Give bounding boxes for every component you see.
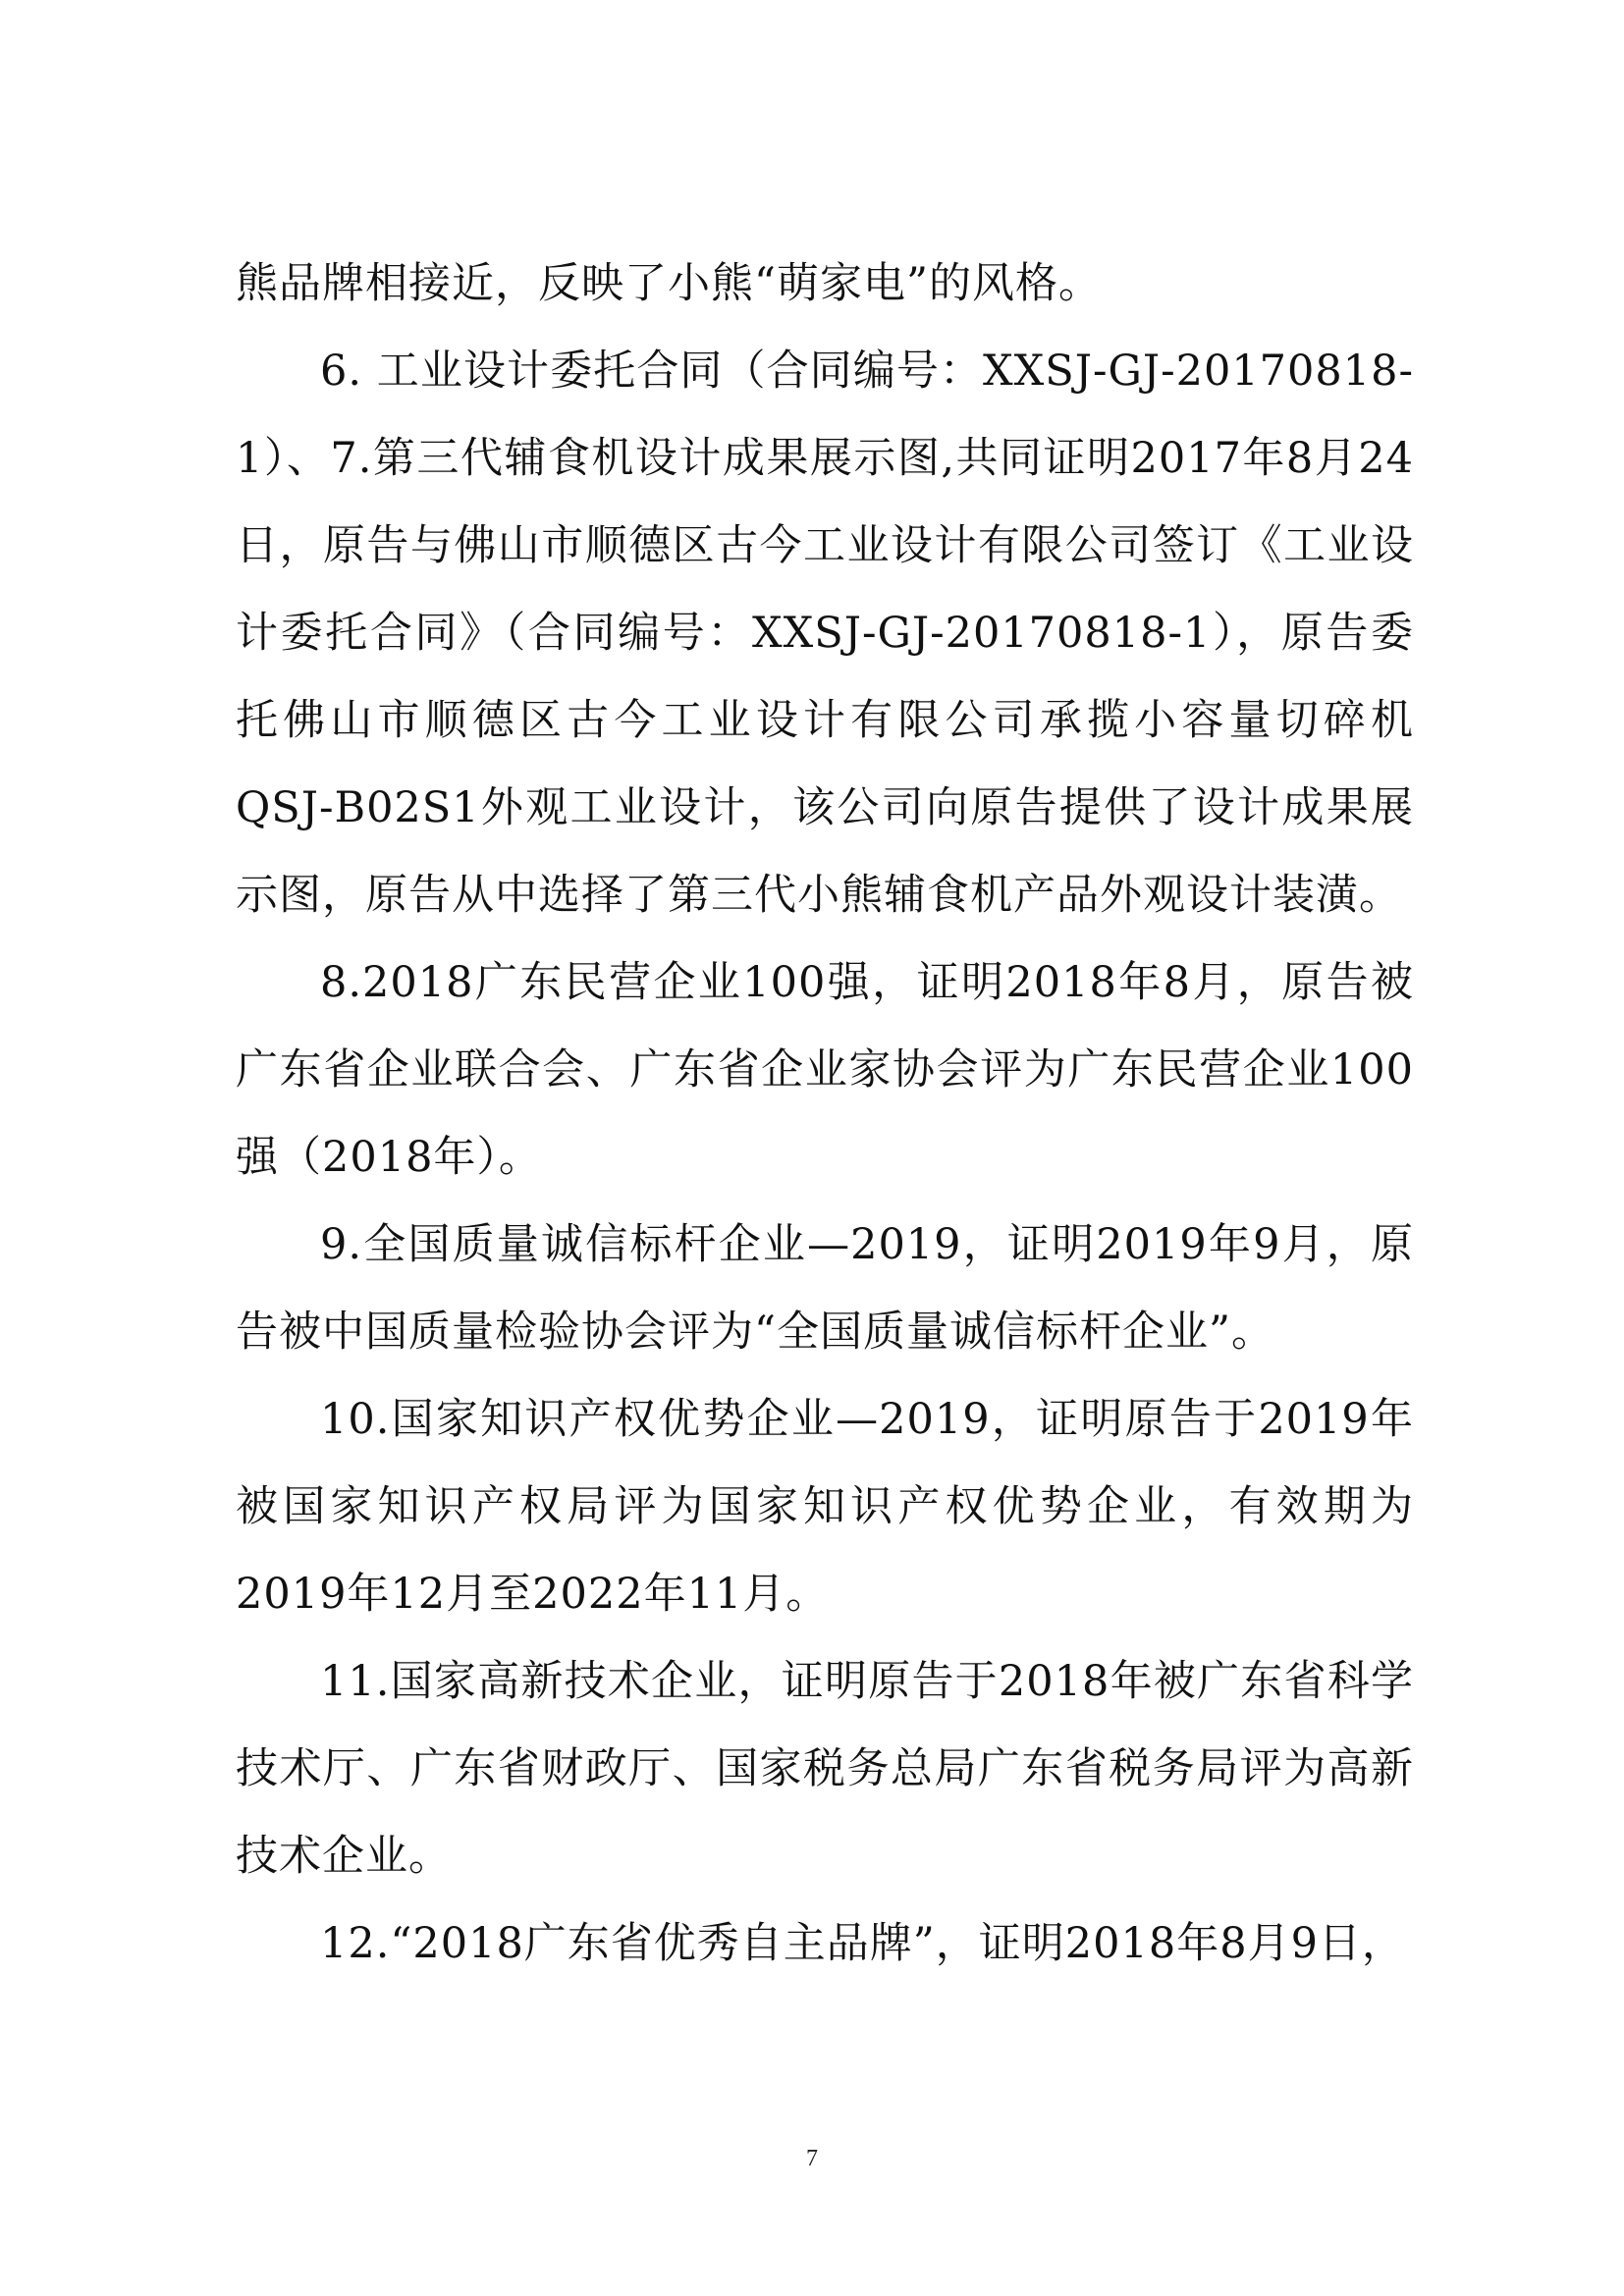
- paragraph-evidence-11: 11.国家高新技术企业，证明原告于2018年被广东省科学技术厅、广东省财政厅、国家税务总局广东省税务局评为高新技术企业。: [236, 1657, 1414, 1881]
- page-number: 7: [806, 2146, 818, 2171]
- paragraph-evidence-8: 8.2018广东民营企业100强，证明2018年8月，原告被广东省企业联合会、广东省企业家协会评为广东民营企业100强（2018年）。: [236, 958, 1414, 1182]
- paragraph-evidence-6-7: 6. 工业设计委托合同（合同编号：XXSJ-GJ-20170818-1）、7.第三代辅食机设计成果展示图,共同证明2017年8月24日，原告与佛山市顺德区古今工业设计有限公司签订《工业设计委托合同》（合同编号：XXSJ-GJ-20170818-1），原告委托佛山市顺德区古今工业设计有限公司承揽小容量切碎机QSJ-B02S1外观工业设计，该公司向原告提供了设计成果展示图，原告从中选择了第三代小熊辅食机产品外观设计装潢。: [236, 347, 1414, 920]
- paragraph-continuation: 熊品牌相接近，反映了小熊“萌家电”的风格。: [236, 259, 1102, 308]
- paragraph-evidence-12: 12.“2018广东省优秀自主品牌”，证明2018年8月9日，: [320, 1919, 1405, 1968]
- document-body: [236, 240, 1414, 1988]
- paragraph-evidence-9: 9.全国质量诚信标杆企业—2019，证明2019年9月，原告被中国质量检验协会评为“全国质量诚信标杆企业”。: [236, 1220, 1414, 1357]
- paragraph-evidence-10: 10.国家知识产权优势企业—2019，证明原告于2019年被国家知识产权局评为国家知识产权优势企业，有效期为2019年12月至2022年11月。: [236, 1395, 1414, 1619]
